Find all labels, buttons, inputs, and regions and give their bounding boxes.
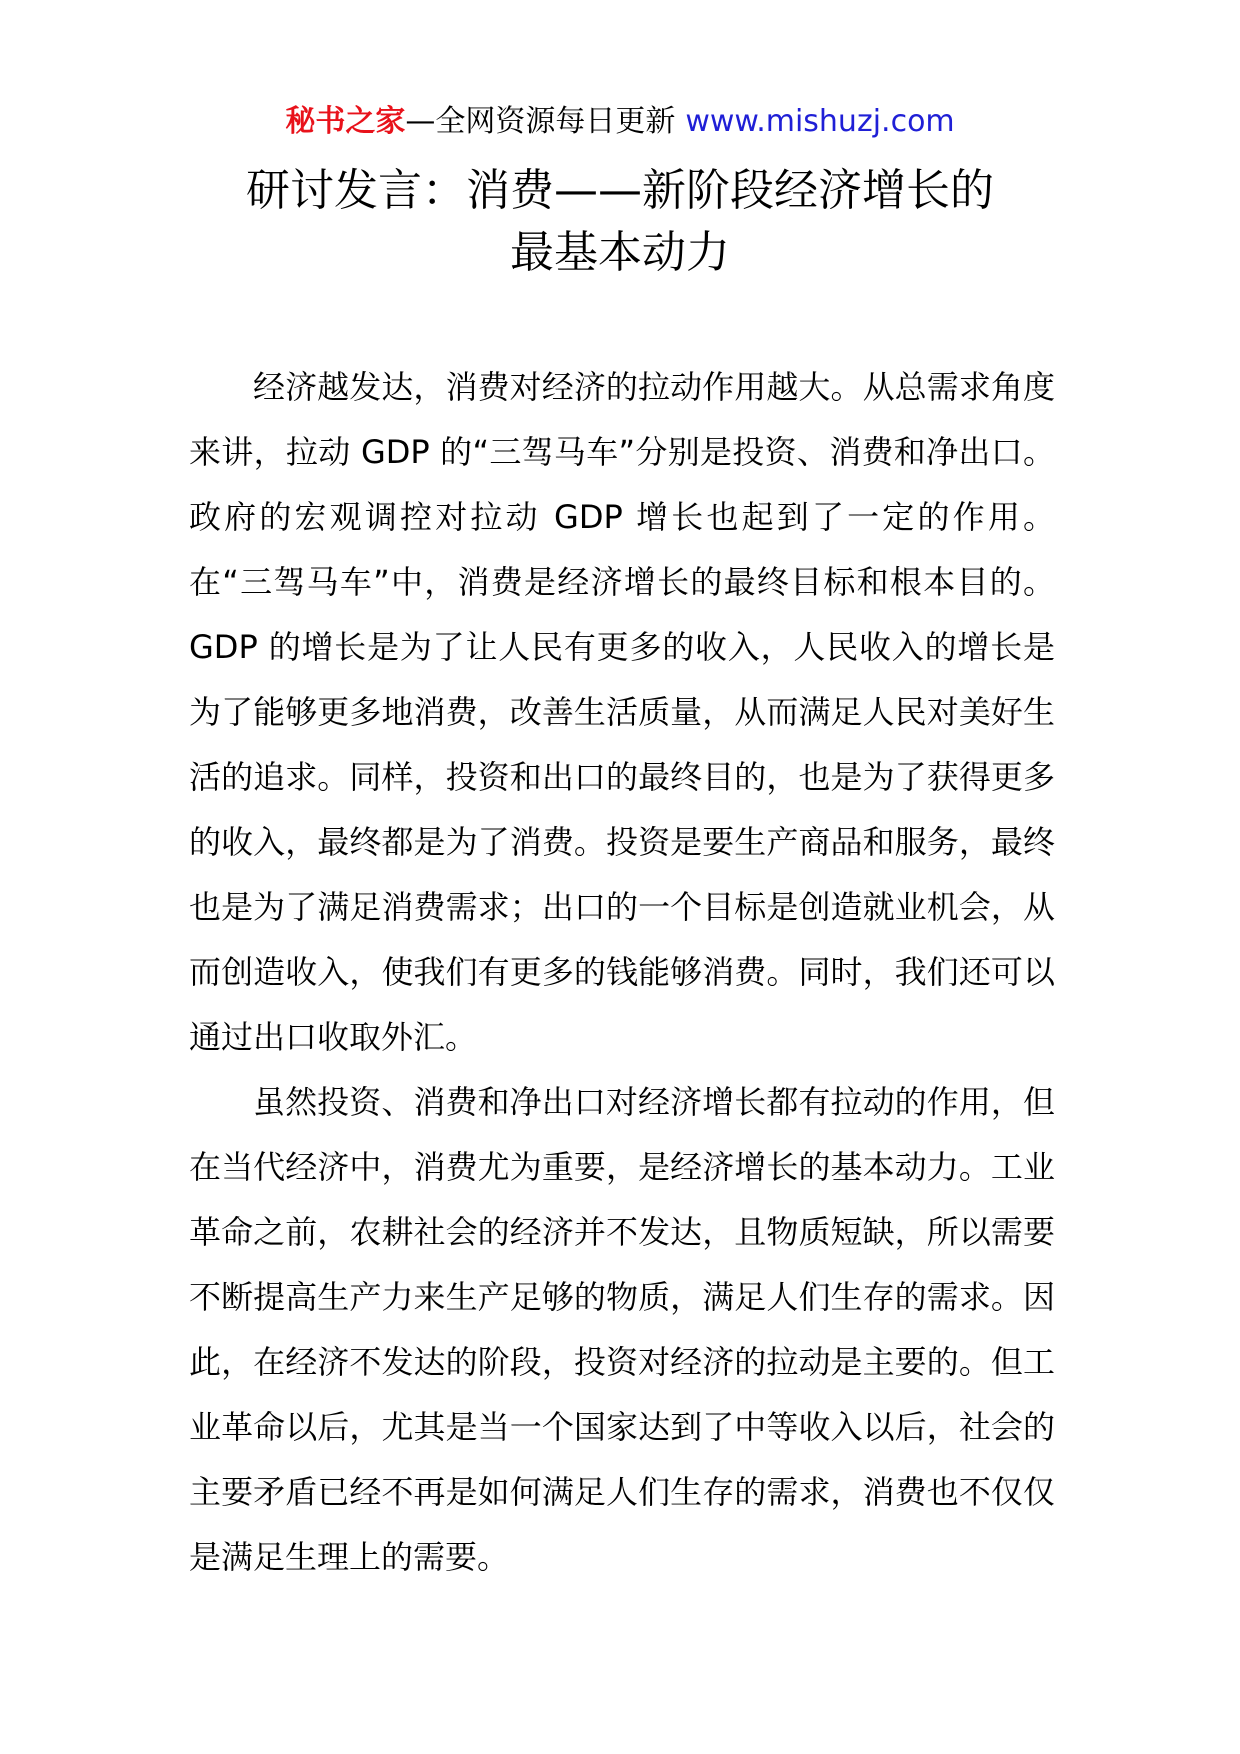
brand-name: 秘书之家 <box>285 104 406 139</box>
header-slogan: —全网资源每日更新 <box>405 104 676 139</box>
body-paragraph-1: 经济越发达，消费对经济的拉动作用越大。从总需求角度来讲，拉动 GDP 的“三驾马车”分别是投资、消费和净出口。政府的宏观调控对拉动 GDP 增长也起到了一定的作用。在“三驾马车”中，消费是经济增长的最终目标和根本目的。GDP 的增长是为了让人民有更多的收入，人民收入的增长是为了能够更多地消费，改善生活质量，从而满足人民对美好生活的追求。同样，投资和出口的最终目的，也是为了获得更多的收入，最终都是为了消费。投资是要生产商品和服务，最终也是为了满足消费需求；出口的一个目标是创造就业机会，从而创造收入，使我们有更多的钱能够消费。同时，我们还可以通过出口收取外汇。 <box>189 368 1055 1056</box>
title-line-2: 最基本动力 <box>510 227 730 278</box>
site-url-link[interactable]: www.mishuzj.com <box>685 104 955 139</box>
title-line-1: 研讨发言：消费——新阶段经济增长的 <box>246 165 994 216</box>
document-title <box>0 160 1240 284</box>
body-paragraph-2: 虽然投资、消费和净出口对经济增长都有拉动的作用，但在当代经济中，消费尤为重要，是经济增长的基本动力。工业革命之前，农耕社会的经济并不发达，且物质短缺，所以需要不断提高生产力来生产足够的物质，满足人们生存的需求。因此，在经济不发达的阶段，投资对经济的拉动是主要的。但工业革命以后，尤其是当一个国家达到了中等收入以后，社会的主要矛盾已经不再是如何满足人们生存的需求，消费也不仅仅是满足生理上的需要。 <box>189 1083 1055 1576</box>
document-body <box>189 355 1055 1590</box>
site-header <box>0 102 1240 142</box>
